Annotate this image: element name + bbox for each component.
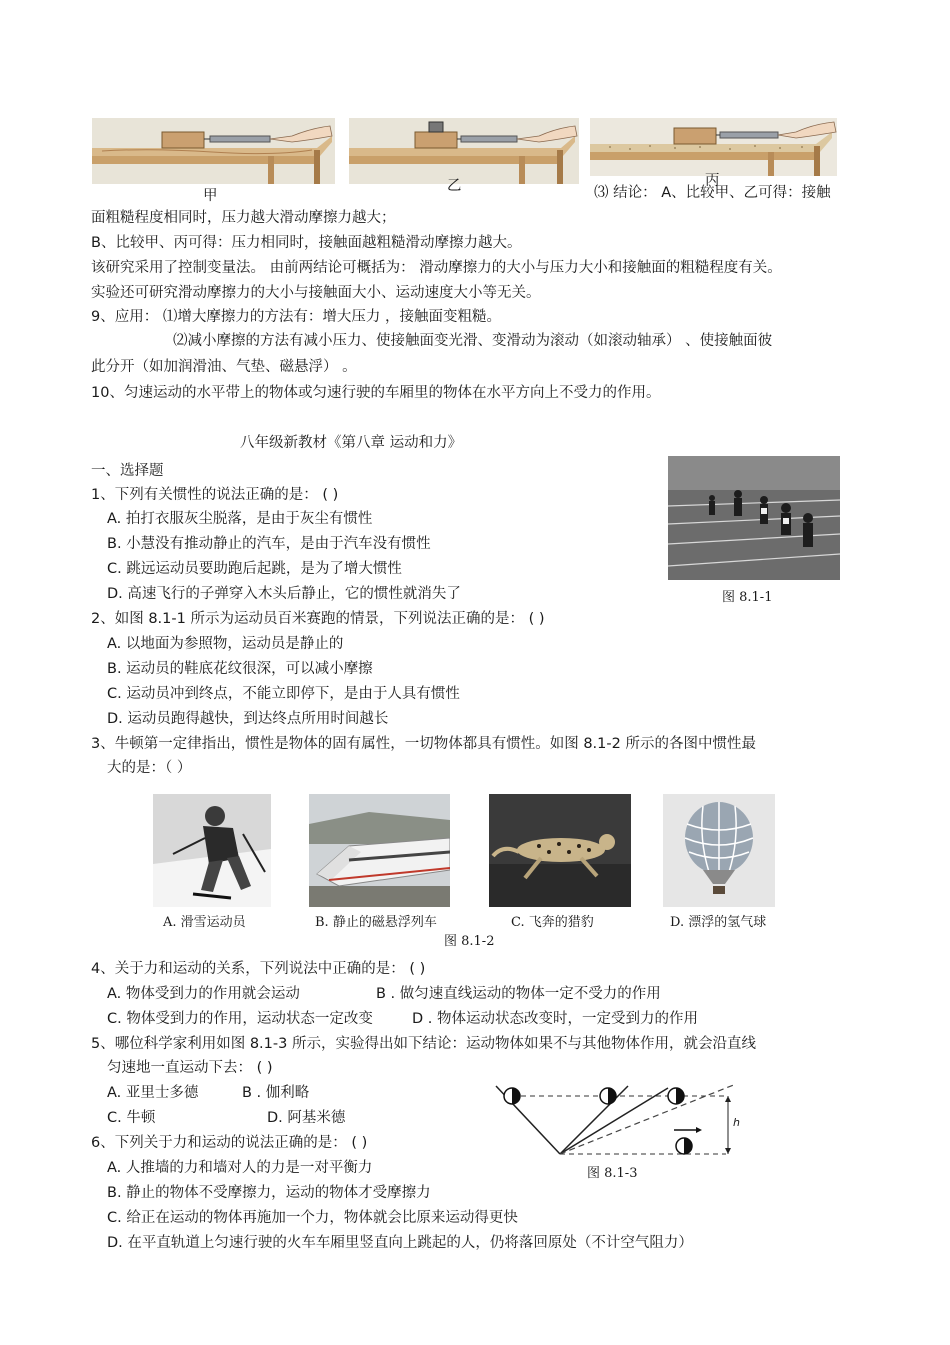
conclusion-line-3: 该研究采用了控制变量法。 由前两结论可概括为： 滑动摩擦力的大小与压力大小和接触面的粗糙程度有关。 bbox=[91, 260, 782, 276]
q4-option-a: A. 物体受到力的作用就会运动 bbox=[107, 986, 300, 1002]
q1-stem: 1、下列有关惯性的说法正确的是： ( ) bbox=[91, 487, 339, 503]
q6-option-d: D. 在平直轨道上匀速行驶的火车车厢里竖直向上跳起的人，仍将落回原处（不计空气阻力） bbox=[107, 1235, 693, 1251]
figure-8-1-2-cheetah-photo bbox=[489, 794, 631, 907]
figure-8-1-2-maglev-photo bbox=[309, 794, 450, 907]
q6-option-b: B. 静止的物体不受摩擦力，运动的物体才受摩擦力 bbox=[107, 1185, 431, 1201]
conclusion-line-2: B、比较甲、丙可得：压力相同时，接触面越粗糙滑动摩擦力越大。 bbox=[91, 235, 522, 251]
q1-option-b: B. 小慧没有推动静止的汽车，是由于汽车没有惯性 bbox=[107, 536, 431, 552]
q2-option-d: D. 运动员跑得越快，到达终点所用时间越长 bbox=[107, 711, 389, 727]
q3-stem-line1: 3、牛顿第一定律指出，惯性是物体的固有属性，一切物体都具有惯性。如图 8.1-2 所示的各图中惯性最 bbox=[91, 736, 756, 752]
figure-8-1-2-balloon-photo bbox=[663, 794, 775, 907]
q6-stem: 6、下列关于力和运动的说法正确的是： ( ) bbox=[91, 1135, 368, 1151]
item9-line2: ⑵减小摩擦的方法有减小压力、使接触面变光滑、变滑动为滚动（如滚动轴承） 、使接触面彼 bbox=[173, 333, 773, 349]
conclusion-line-4: 实验还可研究滑动摩擦力的大小与接触面大小、运动速度大小等无关。 bbox=[91, 285, 541, 301]
q2-option-a: A. 以地面为参照物，运动员是静止的 bbox=[107, 636, 344, 652]
figure-8-1-2-caption: 图 8.1-2 bbox=[444, 934, 495, 949]
q2-option-c: C. 运动员冲到终点，不能立即停下，是由于人具有惯性 bbox=[107, 686, 460, 702]
q6-option-a: A. 人推墙的力和墙对人的力是一对平衡力 bbox=[107, 1160, 373, 1176]
item9-line1: 9、应用： ⑴增大摩擦力的方法有：增大压力 ，接触面变粗糙。 bbox=[91, 309, 501, 325]
experiment-figure-jia bbox=[92, 118, 335, 184]
label-jia: 甲 bbox=[203, 188, 218, 204]
q5-stem-line2: 匀速地一直运动下去： ( ) bbox=[107, 1060, 273, 1076]
figure-8-1-1-caption: 图 8.1-1 bbox=[722, 590, 773, 605]
q3-stem-line2: 大的是：（ ） bbox=[107, 760, 192, 776]
item9-line3: 此分开（如加润滑油、气垫、磁悬浮） 。 bbox=[91, 359, 357, 375]
label-bing: 丙 bbox=[705, 173, 720, 189]
figure-8-1-3-h-label: h bbox=[733, 1116, 740, 1129]
label-yi: 乙 bbox=[447, 178, 462, 194]
q5-stem-line1: 5、哪位科学家利用如图 8.1-3 所示，实验得出如下结论：运动物体如果不与其他物体作用，就会沿直线 bbox=[91, 1036, 756, 1052]
figure-8-1-2-label-a: A. 滑雪运动员 bbox=[163, 915, 246, 930]
experiment-figure-bing bbox=[590, 118, 837, 176]
q2-option-b: B. 运动员的鞋底花纹很深，可以减小摩擦 bbox=[107, 661, 373, 677]
figure-8-1-2-skier-photo bbox=[153, 794, 271, 907]
q1-option-c: C. 跳远运动员要助跑后起跳，是为了增大惯性 bbox=[107, 561, 402, 577]
section-heading: 一、选择题 bbox=[91, 463, 164, 479]
q5-option-d: D. 阿基米德 bbox=[267, 1110, 346, 1126]
q2-stem: 2、如图 8.1-1 所示为运动员百米赛跑的情景，下列说法正确的是： ( ) bbox=[91, 611, 545, 627]
q4-stem: 4、关于力和运动的关系，下列说法中正确的是： ( ) bbox=[91, 961, 426, 977]
q5-option-c: C. 牛顿 bbox=[107, 1110, 156, 1126]
q4-option-d: D . 物体运动状态改变时，一定受到力的作用 bbox=[412, 1011, 698, 1027]
figure-8-1-3-ramp-diagram bbox=[490, 1078, 750, 1160]
figure-8-1-2-label-c: C. 飞奔的猎豹 bbox=[511, 915, 594, 930]
q4-option-c: C. 物体受到力的作用，运动状态一定改变 bbox=[107, 1011, 373, 1027]
conclusion-start: ⑶ 结论： A、比较甲、乙可得：接触 bbox=[594, 185, 831, 201]
figure-8-1-2-label-b: B. 静止的磁悬浮列车 bbox=[315, 915, 437, 930]
quiz-title: 八年级新教材《第八章 运动和力》 bbox=[240, 435, 463, 451]
q1-option-a: A. 拍打衣服灰尘脱落，是由于灰尘有惯性 bbox=[107, 511, 373, 527]
q1-option-d: D. 高速飞行的子弹穿入木头后静止，它的惯性就消失了 bbox=[107, 586, 461, 602]
experiment-figure-yi bbox=[349, 118, 579, 184]
q5-option-a: A. 亚里士多德 bbox=[107, 1085, 199, 1101]
q6-option-c: C. 给正在运动的物体再施加一个力，物体就会比原来运动得更快 bbox=[107, 1210, 518, 1226]
figure-8-1-2-label-d: D. 漂浮的氢气球 bbox=[670, 915, 767, 930]
figure-8-1-3-caption: 图 8.1-3 bbox=[587, 1166, 638, 1181]
q4-option-b: B . 做匀速直线运动的物体一定不受力的作用 bbox=[376, 986, 661, 1002]
q5-option-b: B . 伽利略 bbox=[242, 1085, 310, 1101]
figure-8-1-1-sprint-photo bbox=[668, 456, 840, 580]
conclusion-line-1: 面粗糙程度相同时，压力越大滑动摩擦力越大； bbox=[91, 210, 396, 226]
item10: 10、匀速运动的水平带上的物体或匀速行驶的车厢里的物体在水平方向上不受力的作用。 bbox=[91, 385, 661, 401]
